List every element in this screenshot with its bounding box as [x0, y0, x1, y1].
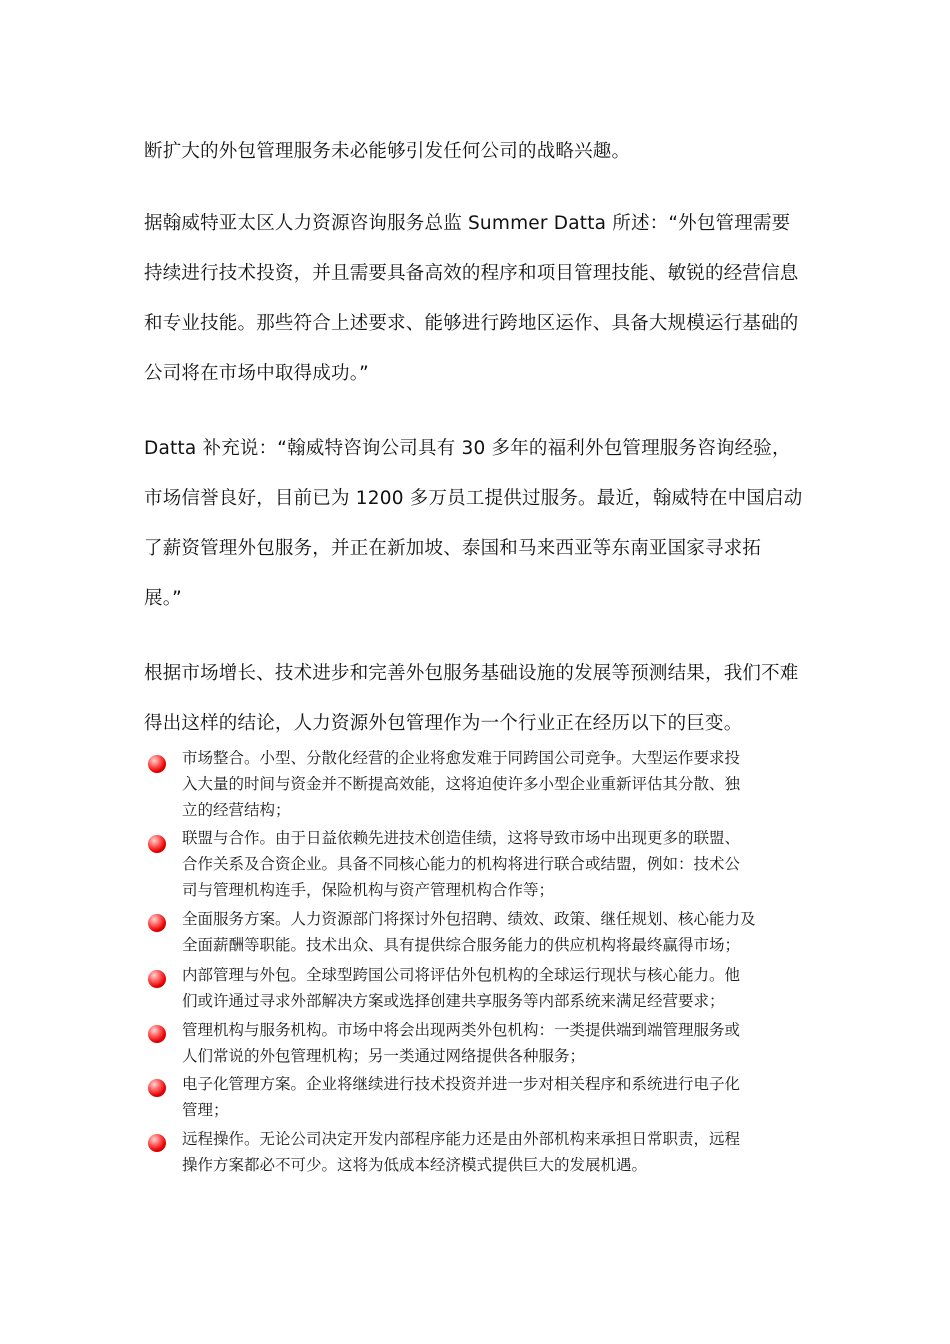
paragraph-line: 展。” — [144, 588, 182, 609]
red-bullet-icon — [148, 1025, 166, 1043]
list-item-line: 全面薪酬等职能。技术出众、具有提供综合服务能力的供应机构将最终赢得市场； — [182, 936, 741, 954]
paragraph-line: 据翰威特亚太区人力资源咨询服务总监 Summer Datta 所述：“外包管理需要 — [144, 213, 791, 234]
red-bullet-icon — [148, 1079, 166, 1097]
red-bullet-icon — [148, 755, 166, 773]
paragraph-line: 了薪资管理外包服务，并正在新加坡、泰国和马来西亚等东南亚国家寻求拓 — [144, 538, 762, 559]
list-item-line: 合作关系及合资企业。具备不同核心能力的机构将进行联合或结盟，例如：技术公 — [182, 855, 741, 873]
list-item-line: 管理； — [182, 1101, 229, 1119]
paragraph-line: 公司将在市场中取得成功。” — [144, 363, 369, 384]
list-item-line: 司与管理机构连手，保险机构与资产管理机构合作等； — [182, 881, 555, 899]
paragraph-line: 持续进行技术投资，并且需要具备高效的程序和项目管理技能、敏锐的经营信息 — [144, 263, 799, 284]
red-bullet-icon — [148, 970, 166, 988]
red-bullet-icon — [148, 835, 166, 853]
list-item-line: 全面服务方案。人力资源部门将探讨外包招聘、绩效、政策、继任规划、核心能力及 — [182, 910, 756, 928]
list-item-line: 入大量的时间与资金并不断提高效能，这将迫使许多小型企业重新评估其分散、独 — [182, 775, 741, 793]
red-bullet-icon — [148, 914, 166, 932]
paragraph-line: 断扩大的外包管理服务未必能够引发任何公司的战略兴趣。 — [144, 141, 631, 162]
list-item-line: 远程操作。无论公司决定开发内部程序能力还是由外部机构来承担日常职责，远程 — [182, 1130, 741, 1148]
paragraph-line: 和专业技能。那些符合上述要求、能够进行跨地区运作、具备大规模运行基础的 — [144, 313, 799, 334]
red-bullet-icon — [148, 1134, 166, 1152]
paragraph-line: 得出这样的结论，人力资源外包管理作为一个行业正在经历以下的巨变。 — [144, 713, 743, 734]
list-item-line: 立的经营结构； — [182, 801, 291, 819]
list-item-line: 操作方案都必不可少。这将为低成本经济模式提供巨大的发展机遇。 — [182, 1156, 648, 1174]
list-item-line: 电子化管理方案。企业将继续进行技术投资并进一步对相关程序和系统进行电子化 — [182, 1075, 741, 1093]
list-item-line: 市场整合。小型、分散化经营的企业将愈发难于同跨国公司竞争。大型运作要求投 — [182, 749, 741, 767]
list-item-line: 们或许通过寻求外部解决方案或选择创建共享服务等内部系统来满足经营要求； — [182, 992, 725, 1010]
paragraph-line: 根据市场增长、技术进步和完善外包服务基础设施的发展等预测结果，我们不难 — [144, 663, 799, 684]
paragraph-line: Datta 补充说：“翰威特咨询公司具有 30 多年的福利外包管理服务咨询经验， — [144, 438, 791, 459]
list-item-line: 内部管理与外包。全球型跨国公司将评估外包机构的全球运行现状与核心能力。他 — [182, 966, 741, 984]
list-item-line: 人们常说的外包管理机构；另一类通过网络提供各种服务； — [182, 1047, 586, 1065]
list-item-line: 管理机构与服务机构。市场中将会出现两类外包机构：一类提供端到端管理服务或 — [182, 1021, 741, 1039]
list-item-line: 联盟与合作。由于日益依赖先进技术创造佳绩，这将导致市场中出现更多的联盟、 — [182, 829, 741, 847]
paragraph-line: 市场信誉良好，目前已为 1200 多万员工提供过服务。最近，翰威特在中国启动 — [144, 488, 803, 509]
